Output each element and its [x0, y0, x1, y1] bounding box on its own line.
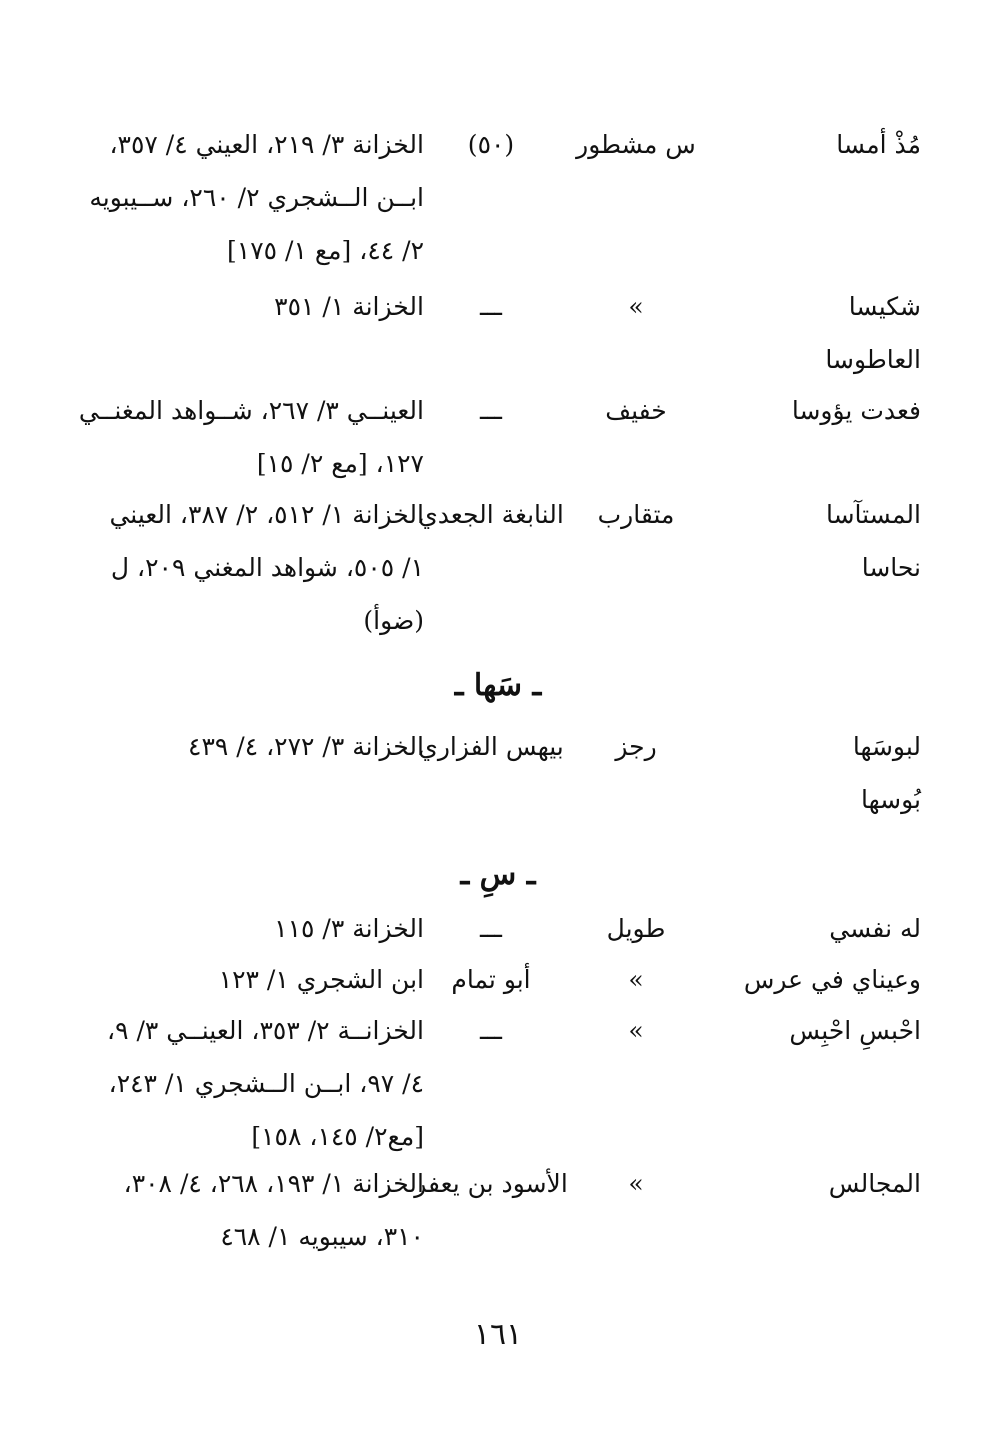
rhyme-cell: وعيناي في عرس — [743, 965, 921, 994]
page-number: ١٦١ — [473, 1317, 523, 1352]
section-heading: ـ سِ ـ — [460, 857, 536, 892]
meter-cell: س مشطور — [576, 130, 696, 159]
rhyme-cell: مُذْ أمسا — [836, 130, 921, 159]
poet-cell: ـــ — [480, 396, 502, 425]
rhyme-cell: المستآسا نحاسا — [825, 500, 921, 582]
rhyme-cell: شكيسا العاطوسا — [825, 292, 921, 374]
poet-cell: النابغة الجعدي — [418, 500, 564, 529]
sources-cell: الخزانة ٣/ ١١٥ — [274, 914, 424, 943]
sources-cell: الخزانة ١/ ٣٥١ — [274, 292, 424, 321]
meter-cell: » — [628, 1169, 644, 1198]
meter-cell: » — [628, 292, 644, 321]
meter-cell: رجز — [615, 732, 657, 761]
sources-cell: العينــي ٣/ ٢٦٧، شــواهد المغنــي ١٢٧، [مع ٢/ ١٥] — [78, 396, 424, 478]
sources-cell: الخزانة ١/ ١٩٣، ٢٦٨، ٤/ ٣٠٨، ٣١٠، سيبويه ١/ ٤٦٨ — [123, 1169, 424, 1251]
poet-cell: ـــ — [480, 1016, 502, 1045]
sources-cell: الخزانــة ٢/ ٣٥٣، العينــي ٣/ ٩، ٤/ ٩٧، ابــن الــشجري ١/ ٢٤٣، [مع٢/ ١٤٥، ١٥٨] — [106, 1016, 424, 1151]
poet-cell: الأسود بن يعفر — [414, 1169, 568, 1198]
meter-cell: » — [628, 965, 644, 994]
poet-cell: ـــ — [480, 914, 502, 943]
rhyme-cell: له نفسي — [829, 914, 921, 943]
poet-cell: بيهس الفزاري — [418, 732, 564, 761]
sources-cell: الخزانة ٣/ ٢١٩، العيني ٤/ ٣٥٧، ابــن الــشجري ٢/ ٢٦٠، ســيبويه ٢/ ٤٤، [مع ١/ ١٧٥] — [89, 130, 424, 265]
sources-cell: ابن الشجري ١/ ١٢٣ — [218, 965, 424, 994]
rhyme-cell: المجالس — [828, 1169, 921, 1198]
rhyme-cell: احْبسِ احْبِس — [789, 1016, 921, 1045]
meter-cell: طويل — [606, 914, 666, 943]
poet-cell: ـــ — [480, 292, 502, 321]
entry-row — [0, 488, 996, 688]
poet-cell: أبو تمام — [451, 965, 531, 994]
meter-cell: » — [628, 1016, 644, 1045]
sources-cell: الخزانة ٣/ ٢٧٢، ٤/ ٤٣٩ — [188, 732, 424, 761]
meter-cell: متقارب — [597, 500, 675, 529]
sources-cell: الخزانة ١/ ٥١٢، ٢/ ٣٨٧، العيني ١/ ٥٠٥، شواهد المغني ٢٠٩، ل (ضوأ) — [109, 500, 424, 635]
rhyme-cell: لبوسَها بُوسها — [852, 732, 921, 814]
poet-cell: (٥٠) — [467, 130, 515, 159]
rhyme-cell: فعدت يؤوسا — [791, 396, 921, 425]
section-heading: ـ سَها ـ — [454, 668, 542, 703]
meter-cell: خفيف — [605, 396, 667, 425]
